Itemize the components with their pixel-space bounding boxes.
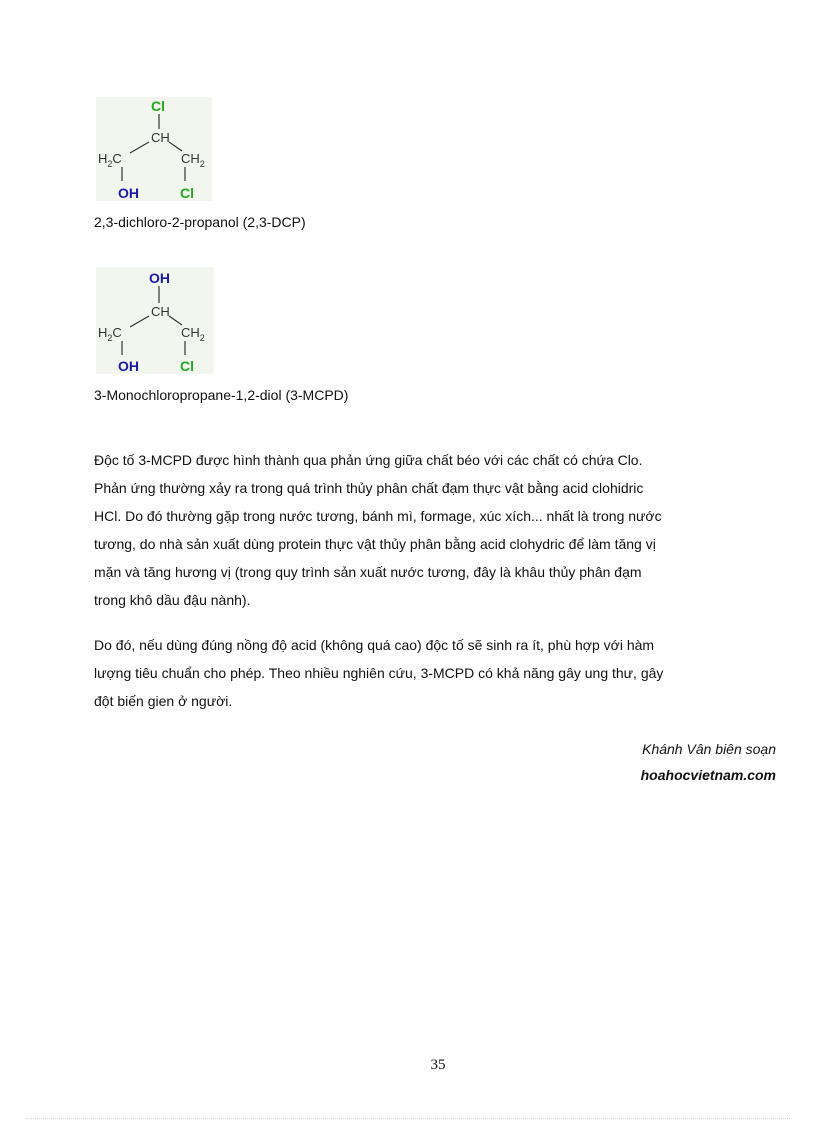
mcpd-right-group: $CH_2$ (181, 325, 205, 343)
paragraph-line: HCl. Do đó thường gặp trong nước tương, bánh mì, formage, xúc xích... nhất là trong nước (94, 508, 662, 524)
mcpd-structural-formula (96, 267, 214, 374)
paragraph-line: lượng tiêu chuẩn cho phép. Theo nhiều nghiên cứu, 3-MCPD có khả năng gây ung thư, gây (94, 665, 664, 681)
dcp-bottom-left-atom: OH (118, 185, 139, 201)
website-credit: hoahocvietnam.com (640, 767, 776, 783)
paragraph-line: Do đó, nếu dùng đúng nồng độ acid (không quá cao) độc tố sẽ sinh ra ít, phù hợp với hàm (94, 637, 655, 653)
paragraph-formation (94, 446, 774, 614)
paragraph-line: đột biến gien ở người. (94, 693, 233, 709)
paragraph-line: Phản ứng thường xảy ra trong quá trình thủy phân chất đạm thực vật bằng acid clohidric (94, 480, 644, 496)
dcp-top-atom: Cl (151, 98, 165, 114)
mcpd-bottom-right-atom: Cl (180, 358, 194, 374)
paragraph-line: trong khô dầu đậu nành). (94, 592, 251, 608)
page-bottom-divider (26, 1118, 790, 1119)
mcpd-left-group: $H_2C$ (98, 325, 122, 343)
paragraph-conclusion (94, 631, 774, 715)
caption-mcpd: 3-Monochloropropane-1,2-diol (3-MCPD) (94, 387, 349, 403)
structure-image-dcp (96, 97, 212, 201)
dcp-left-group: $H_2C$ (98, 151, 122, 169)
caption-dcp: 2,3-dichloro-2-propanol (2,3-DCP) (94, 214, 306, 230)
dcp-ch-label: CH (151, 130, 170, 145)
mcpd-top-atom: OH (149, 270, 170, 286)
mcpd-ch-label: CH (151, 304, 170, 319)
dcp-bottom-right-atom: Cl (180, 185, 194, 201)
paragraph-line: Độc tố 3-MCPD được hình thành qua phản ứng giữa chất béo với các chất có chứa Clo. (94, 452, 643, 468)
dcp-structural-formula (96, 97, 212, 201)
dcp-right-group: $CH_2$ (181, 151, 205, 169)
mcpd-bottom-left-atom: OH (118, 358, 139, 374)
page-number: 35 (430, 1057, 446, 1073)
paragraph-line: tương, do nhà sản xuất dùng protein thực vật thủy phân bằng acid clohydric để làm tăng vị (94, 536, 656, 552)
paragraph-line: mặn và tăng hương vị (trong quy trình sản xuất nước tương, đây là khâu thủy phân đạm (94, 564, 642, 580)
author-credit: Khánh Vân biên soạn (642, 741, 776, 757)
structure-image-mcpd (96, 267, 214, 374)
